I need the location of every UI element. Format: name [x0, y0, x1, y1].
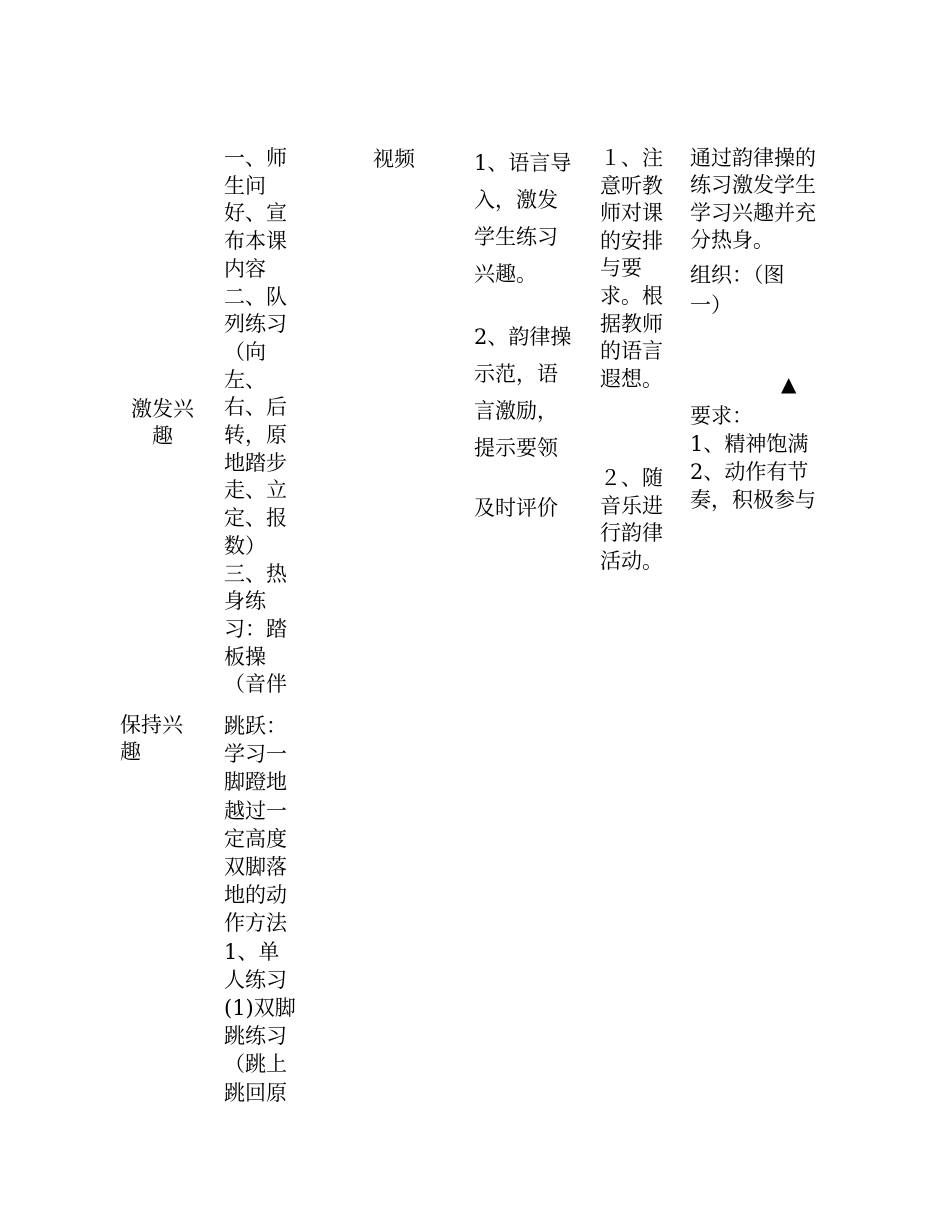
content-line: 地的动	[224, 883, 287, 908]
org-line: 一）	[690, 293, 732, 317]
content-line: 1、单	[224, 939, 280, 964]
teacher-line: 入，激发	[474, 188, 558, 212]
phase-label-stimulate	[120, 396, 205, 450]
organization-diagram-label	[690, 260, 785, 320]
student-line: 与要	[600, 256, 642, 281]
requirement-line: 奏，积极参与	[690, 488, 816, 512]
content-line: 双脚落	[224, 855, 287, 880]
media-label	[373, 143, 415, 173]
teacher-line: 言激励，	[474, 399, 558, 423]
requirement-line: 1、精神饱满	[690, 432, 809, 456]
phase-label-line: 激发兴	[131, 397, 194, 421]
requirements	[690, 402, 816, 514]
teacher-line: 学生练习	[474, 225, 558, 249]
org-line: 组织：（图	[690, 263, 785, 287]
org-line: 通过韵律操的	[690, 146, 816, 170]
content-line: 跳练习	[224, 1024, 287, 1049]
content-line: 右、后	[224, 395, 287, 420]
student-line: 的语言	[600, 339, 663, 364]
teacher-activity-1	[474, 145, 571, 293]
content-line: 内容	[224, 256, 266, 281]
triangle-glyph: ▲	[781, 372, 797, 396]
content-line: 布本课	[224, 229, 287, 254]
content-line: 数）	[224, 533, 266, 558]
content-line: 学习一	[224, 742, 287, 767]
content-line: 走、立	[224, 478, 287, 503]
content-line: 习：踏	[224, 616, 287, 641]
content-line: 身练	[224, 589, 266, 614]
teacher-line: 及时评价	[474, 496, 558, 520]
content-line: 一、师	[224, 146, 287, 170]
phase-label-maintain	[120, 712, 205, 766]
student-line: 音乐进	[600, 493, 663, 518]
content-line: 作方法	[224, 911, 287, 936]
student-activity-1	[600, 145, 663, 393]
phase-label-line: 保持兴	[120, 713, 183, 737]
content-line: 三、热	[224, 561, 287, 586]
organization-intro	[690, 145, 816, 255]
student-line: 师对课	[600, 201, 663, 226]
content-line: 定高度	[224, 826, 287, 851]
content-line: (1)双脚	[224, 996, 296, 1021]
content-line: 好、宣	[224, 201, 287, 226]
content-line: 列练习	[224, 312, 287, 337]
content-line: 转，原	[224, 423, 287, 448]
teacher-activity-2	[474, 319, 571, 467]
student-line: 遐想。	[600, 366, 663, 391]
content-line: 跳跃：	[224, 714, 287, 738]
teacher-line: 示范，语	[474, 362, 558, 386]
content-line: （音伴	[224, 672, 287, 697]
student-line: ２、随	[600, 466, 663, 490]
content-section-2	[224, 712, 304, 1107]
content-line: （向	[224, 339, 266, 364]
content-line: 人练习	[224, 967, 287, 992]
content-line: 跳回原	[224, 1080, 287, 1105]
media-text: 视频	[373, 147, 415, 171]
teacher-activity-3	[474, 490, 558, 527]
org-line: 学习兴趣并充	[690, 200, 816, 225]
requirement-line: 2、动作有节	[690, 460, 809, 484]
content-line: 脚蹬地	[224, 770, 287, 795]
content-line: 二、队	[224, 284, 287, 309]
student-line: 行韵律	[600, 521, 663, 546]
student-line: 的安排	[600, 228, 663, 253]
requirements-title: 要求：	[690, 404, 753, 428]
student-line: １、注	[600, 146, 663, 170]
phase-label-line: 趣	[152, 424, 173, 448]
student-activity-2	[600, 465, 663, 575]
content-section-1	[224, 145, 304, 699]
content-line: 生问	[224, 173, 266, 198]
content-line: 左、	[224, 367, 266, 392]
org-line: 练习激发学生	[690, 173, 816, 198]
org-line: 分热身。	[690, 228, 774, 253]
teacher-line: 兴趣。	[474, 262, 537, 286]
teacher-line: 提示要领	[474, 436, 558, 460]
content-line: 越过一	[224, 798, 287, 823]
content-line: 板操	[224, 644, 266, 669]
teacher-line: 2、韵律操	[474, 325, 572, 349]
student-line: 活动。	[600, 548, 663, 573]
triangle-marker-icon	[781, 372, 796, 396]
teacher-line: 1、语言导	[474, 151, 572, 175]
content-line: 定、报	[224, 506, 287, 531]
phase-label-line: 趣	[120, 740, 141, 764]
student-line: 意听教	[600, 173, 663, 198]
student-line: 据教师	[600, 311, 663, 336]
content-line: （跳上	[224, 1052, 287, 1077]
content-line: 地踏步	[224, 450, 287, 475]
student-line: 求。根	[600, 283, 663, 308]
